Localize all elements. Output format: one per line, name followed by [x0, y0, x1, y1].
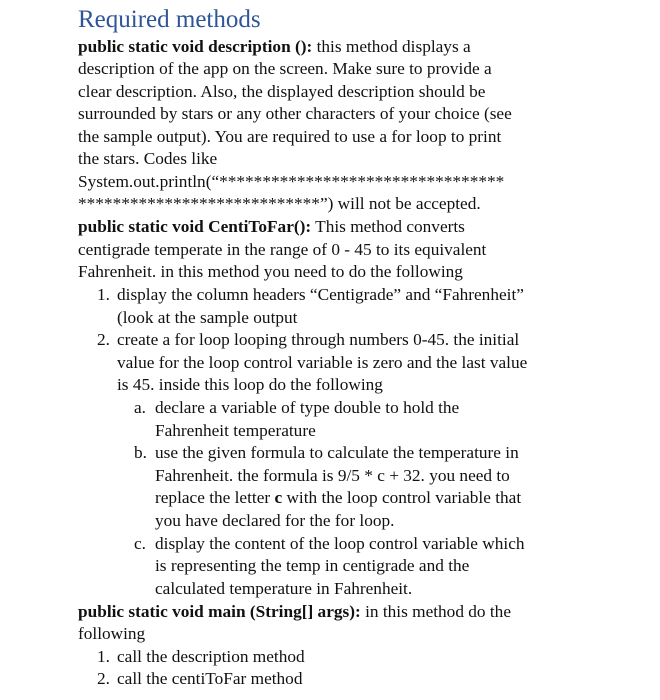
description-text: this method displays a [312, 37, 471, 56]
step-number: 2. [97, 330, 110, 349]
substep-text: with the loop control variable that [282, 488, 522, 507]
bold-variable-c: c [274, 488, 283, 507]
description-first-line [78, 36, 471, 58]
substep-text: you have declared for the for loop. [155, 511, 395, 530]
substep-letter: a. [134, 398, 146, 417]
description-text: the sample output). You are required to use a for loop to print [78, 127, 502, 146]
description-signature: public static void description (): [78, 37, 313, 56]
centi-text: Fahrenheit. in this method you need to do the following [78, 262, 463, 281]
description-code-line: System.out.println(“********************************* [78, 172, 505, 191]
centi-signature: public static void CentiToFar(): [78, 217, 312, 236]
main-text: in this method do the [360, 602, 511, 621]
centi-text: This method converts [311, 217, 465, 236]
substep-text: is representing the temp in centigrade and the [155, 556, 470, 575]
substep-text: calculated temperature in Fahrenheit. [155, 579, 413, 598]
substep-letter: c. [134, 534, 146, 553]
step-text: is 45. inside this loop do the following [117, 375, 383, 394]
step-number: 2. [97, 669, 110, 688]
substep-text: display the content of the loop control variable which [155, 534, 525, 553]
step-number: 1. [97, 647, 110, 666]
main-first-line [78, 601, 511, 623]
substep-text: use the given formula to calculate the temperature in [155, 443, 519, 462]
centi-first-line [78, 216, 465, 238]
description-text: description of the app on the screen. Make sure to provide a [78, 59, 492, 78]
description-text: the stars. Codes like [78, 149, 218, 168]
main-text: following [78, 624, 146, 643]
step-text: (look at the sample output [117, 308, 298, 327]
substep-text: Fahrenheit temperature [155, 421, 316, 440]
main-signature: public static void main (String[] args): [78, 602, 361, 621]
description-text: clear description. Also, the displayed description should be [78, 82, 486, 101]
substep-text: Fahrenheit. the formula is 9/5 * c + 32. you need to [155, 466, 510, 485]
step-text: call the description method [117, 647, 305, 666]
step-text: call the centiToFar method [117, 669, 303, 688]
substep-letter: b. [134, 443, 147, 462]
step-text: value for the loop control variable is zero and the last value [117, 353, 528, 372]
substep-text: declare a variable of type double to hold the [155, 398, 460, 417]
step-number: 1. [97, 285, 110, 304]
step-text: create a for loop looping through numbers 0-45. the initial [117, 330, 520, 349]
description-code-line: ****************************”) will not be accepted. [78, 194, 481, 213]
substep-text: replace the letter [155, 488, 275, 507]
step-text: display the column headers “Centigrade” and “Fahrenheit” [117, 285, 524, 304]
substep-text-with-bold [155, 487, 521, 509]
centi-text: centigrade temperate in the range of 0 - 45 to its equivalent [78, 240, 487, 259]
section-heading: Required methods [78, 6, 261, 33]
description-text: surrounded by stars or any other characters of your choice (see [78, 104, 512, 123]
